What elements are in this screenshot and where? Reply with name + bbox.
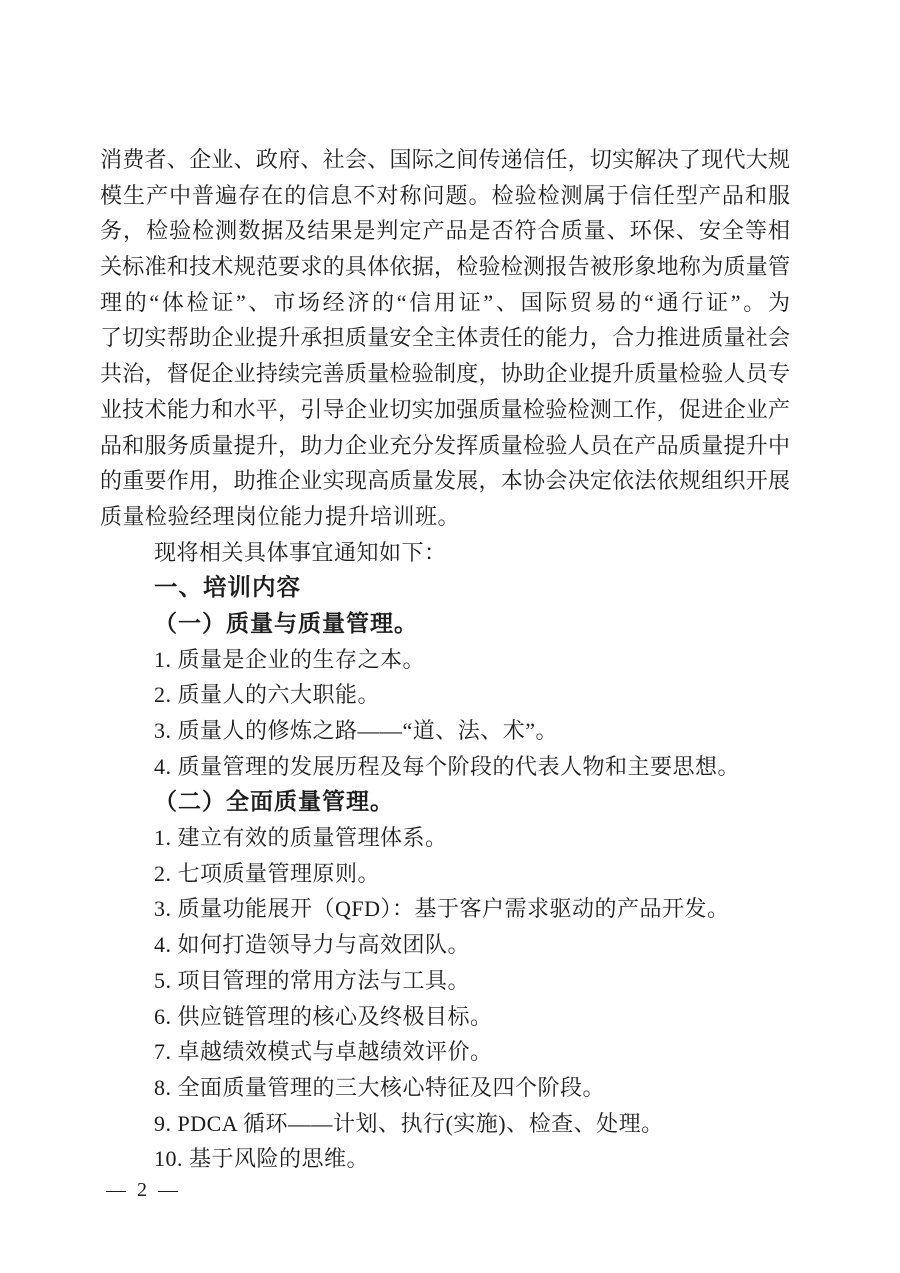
subsection-heading: （一）质量与质量管理。	[154, 610, 418, 636]
paragraph-line: 理的“体检证”、市场经济的“信用证”、国际贸易的“通行证”。为	[100, 289, 790, 315]
subsection-heading: （二）全面质量管理。	[154, 789, 394, 815]
document-body	[100, 142, 790, 1177]
list-item: 6. 供应链管理的核心及终极目标。	[154, 1003, 493, 1029]
paragraph-line: 关标准和技术规范要求的具体依据，检验检测报告被形象地称为质量管	[100, 254, 790, 280]
list-item: 2. 七项质量管理原则。	[154, 860, 381, 886]
list-item: 1. 质量是企业的生存之本。	[154, 646, 426, 672]
paragraph-line: 质量检验经理岗位能力提升培训班。	[100, 503, 461, 529]
list-item: 3. 质量功能展开（QFD）：基于客户需求驱动的产品开发。	[154, 896, 730, 922]
paragraph-line: 业技术能力和水平，引导企业切实加强质量检验检测工作，促进企业产	[100, 396, 790, 422]
list-item: 7. 卓越绩效模式与卓越绩效评价。	[154, 1039, 493, 1065]
list-item: 4. 质量管理的发展历程及每个阶段的代表人物和主要思想。	[154, 753, 741, 779]
list-item: 8. 全面质量管理的三大核心特征及四个阶段。	[154, 1074, 606, 1100]
list-item: 3. 质量人的修炼之路——“道、法、术”。	[154, 718, 559, 743]
paragraph-line: 了切实帮助企业提升承担质量安全主体责任的能力，合力推进质量社会	[100, 325, 790, 351]
list-item: 9. PDCA 循环——计划、执行(实施)、检查、处理。	[154, 1110, 664, 1136]
list-item: 2. 质量人的六大职能。	[154, 682, 381, 708]
section-heading: 一、培训内容	[154, 574, 301, 601]
page-number: — 2 —	[106, 1179, 181, 1201]
paragraph-line: 共治，督促企业持续完善质量检验制度，协助企业提升质量检验人员专	[100, 361, 790, 387]
paragraph-line: 消费者、企业、政府、社会、国际之间传递信任，切实解决了现代大规	[100, 147, 790, 172]
list-item: 10. 基于风险的思维。	[154, 1146, 370, 1172]
list-item: 1. 建立有效的质量管理体系。	[154, 825, 448, 851]
paragraph-line: 务，检验检测数据及结果是判定产品是否符合质量、环保、安全等相	[100, 218, 790, 244]
intro-line: 现将相关具体事宜通知如下：	[154, 539, 447, 565]
paragraph-line: 的重要作用，助推企业实现高质量发展，本协会决定依法依规组织开展	[100, 468, 790, 494]
paragraph-line: 品和服务质量提升，助力企业充分发挥质量检验人员在产品质量提升中	[100, 432, 790, 458]
list-item: 5. 项目管理的常用方法与工具。	[154, 967, 471, 993]
paragraph-line: 模生产中普遍存在的信息不对称问题。检验检测属于信任型产品和服	[100, 182, 790, 208]
list-item: 4. 如何打造领导力与高效团队。	[154, 932, 471, 958]
